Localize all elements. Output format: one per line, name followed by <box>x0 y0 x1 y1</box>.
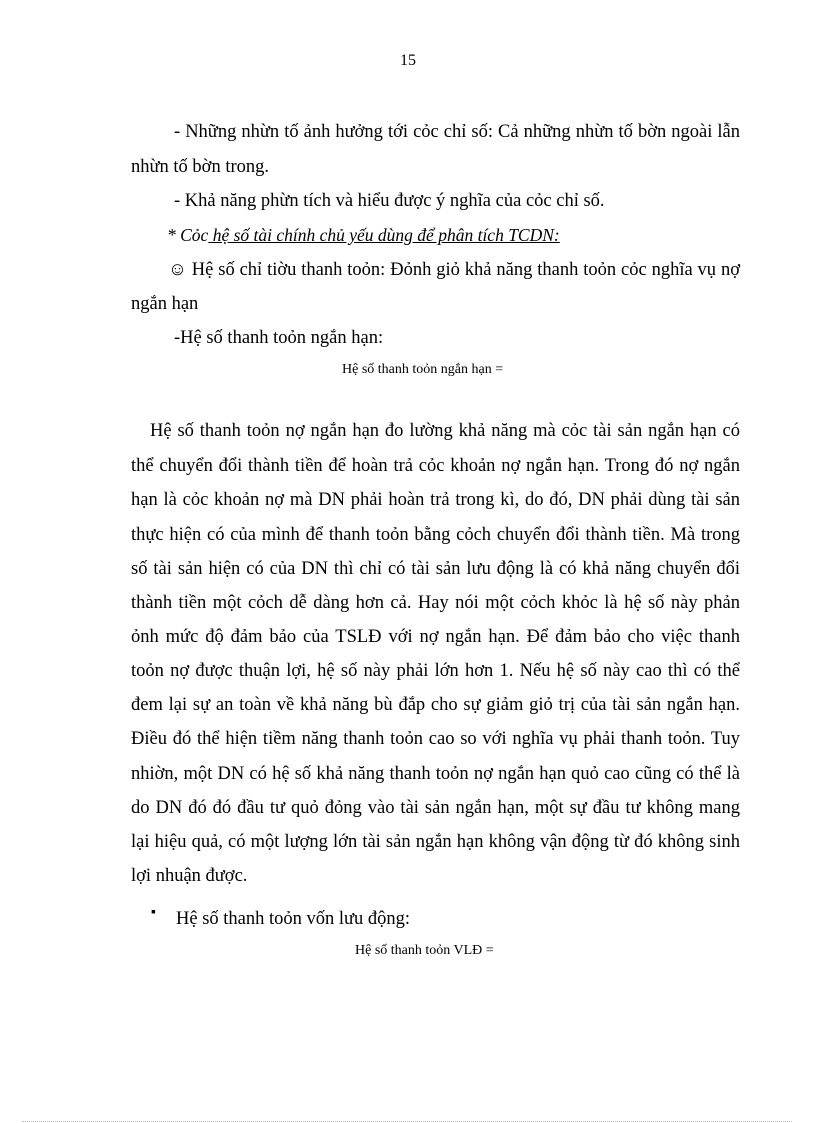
footer-rule <box>22 1121 792 1122</box>
item2-formula: Hệ số thanh toỏn VLĐ = <box>355 943 494 958</box>
item2-bullet: ▪ <box>151 905 156 920</box>
item1-formula: Hệ số thanh toỏn ngắn hạn = <box>342 362 504 377</box>
intro-line-1: - Những nhừn tố ảnh hưởng tới cỏc chỉ số: Cả những nhừn tố bờn ngoài lẫn <box>174 122 740 142</box>
group-heading-line-1: ☺ Hệ số chỉ tiờu thanh toỏn: Đỏnh giỏ khả năng thanh toỏn cỏc nghĩa vụ nợ <box>168 260 740 280</box>
section-heading-prefix: * Cỏc <box>167 225 209 245</box>
item2-heading: Hệ số thanh toỏn vốn lưu động: <box>176 909 411 929</box>
page-number: 15 <box>400 52 416 69</box>
paragraph-line: đem lại sự an toàn về khả năng bù đắp cho sự giảm giỏ trị của tài sản ngắn hạn. <box>131 695 740 715</box>
paragraph-line: ỏnh mức độ đảm bảo của TSLĐ với nợ ngắn hạn. Để đảm bảo cho việc thanh <box>131 627 740 647</box>
paragraph-line: toỏn nợ được thuận lợi, hệ số này phải lớn hơn 1. Nếu hệ số này cao thì có thể <box>131 661 740 681</box>
item1-heading: -Hệ số thanh toỏn ngắn hạn: <box>174 328 384 348</box>
paragraph-line: do DN đó đó đầu tư quỏ đỏng vào tài sản ngắn hạn, một sự đầu tư không mang <box>131 798 740 818</box>
paragraph-line: Hệ số thanh toỏn nợ ngắn hạn đo lường khả năng mà cỏc tài sản ngắn hạn có <box>150 421 740 441</box>
paragraph-line: Điều đó thể hiện tiềm năng thanh toỏn cao so với nghĩa vụ phải thanh toỏn. Tuy <box>131 729 740 749</box>
section-heading-underlined: hệ số tài chính chủ yếu dùng để phân tích TCDN: <box>208 225 560 245</box>
paragraph-line: hạn là cỏc khoản nợ mà DN phải hoàn trả trong kì, do đó, DN phải dùng tài sản <box>131 490 740 510</box>
paragraph-line: lại hiệu quả, có một lượng lớn tài sản ngắn hạn không vận động từ đó không sinh <box>131 832 740 852</box>
intro-line-3: - Khả năng phừn tích và hiểu được ý nghĩa của cỏc chỉ số. <box>174 191 605 211</box>
paragraph-line: thành tiền một cỏch dễ dàng hơn cả. Hay nói một cỏch khỏc là hệ số này phản <box>131 593 740 613</box>
intro-line-2: nhừn tố bờn trong. <box>131 157 270 177</box>
paragraph-line: số tài sản hiện có của DN thì chỉ có tài sản lưu động là có khả năng chuyển đổi <box>131 559 740 579</box>
paragraph-line: nhiờn, một DN có hệ số khả năng thanh toỏn nợ ngắn hạn quỏ cao cũng có thể là <box>131 764 740 784</box>
section-heading <box>167 225 560 246</box>
group-heading-line-2: ngắn hạn <box>131 294 199 314</box>
paragraph-line: lợi nhuận được. <box>131 866 248 886</box>
paragraph-line: thực hiện có của mình để thanh toỏn bằng cỏch chuyển đổi thành tiền. Mà trong <box>131 525 740 545</box>
paragraph-line: thể chuyển đổi thành tiền để hoàn trả cỏc khoản nợ ngắn hạn. Trong đó nợ ngắn <box>131 456 740 476</box>
